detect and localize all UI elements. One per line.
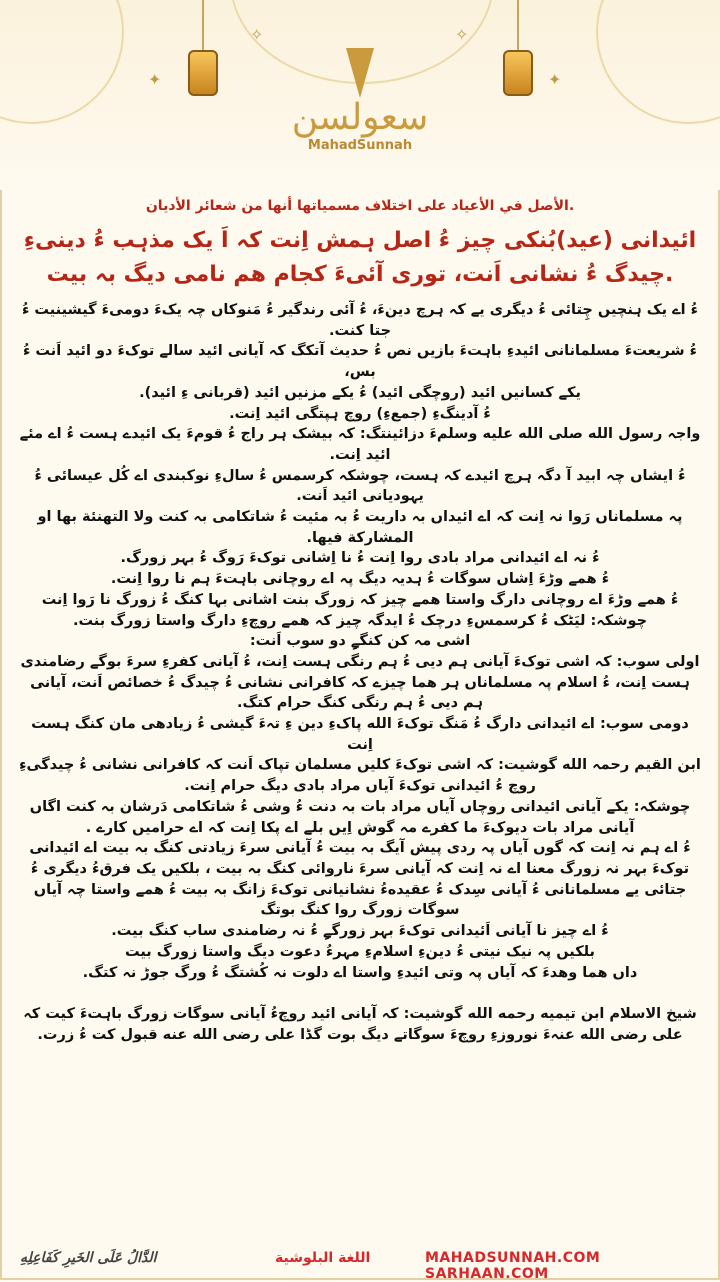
- footer-urls[interactable]: MAHADSUNNAH.COM SARHAAN.COM: [425, 1250, 601, 1282]
- article-body: [18, 300, 702, 1240]
- paragraph: واجہ رسول الله صلی الله علیه وسلمءَ دزائینتگ: کہ بیشک ہر راج ءُ قومءَ یک ائیدے ہست ءُ اے مئے ائید اِنت.: [19, 426, 701, 463]
- paragraph: شیخ الاسلام ابن تیمیه رحمه الله گوشیت: کہ آیانی ائید روچءُ آیانی سوگات زورگ باہتءَ کیت کہ علی رضی الله عنہءَ نوروزءِ روچءَ سوگاتے دیگ بوت گڈا علی رضی الله عنه قبول کت ءُ زرت.: [23, 1005, 697, 1043]
- page-title: [20, 224, 700, 292]
- paragraph: یکے کسانیں ائید (روچگی ائید) ءُ یکے مزنیں ائید (قربانی ءِ ائید).: [139, 384, 581, 401]
- title-line: ائیدانی (عید)بُنکی چیز ءُ اصل ہمش اِنت کہ اَ یک مذہب ءُ دینیءِ: [23, 228, 697, 253]
- star-icon: ✦: [548, 70, 562, 89]
- logo-text: MahadSunnah: [307, 138, 413, 153]
- paragraph: ءُ اے چیز نا آیانی اَئیدانی توکءَ بہر زورگےِ ءُ نہ رضامندی ساب کنگ بیت.: [111, 923, 609, 940]
- paragraph: چوشکہ: یکے آیانی ائیدانی روچاں آیاں مراد بات بہ دنت ءُ وشی ءُ شاتکامی دَرشان بہ کنت اگاں آیانی مراد بات دیوکءَ ما کفرے مہ گوش اِیں بلے اے پکا اِنت کہ اے حرامیں کارے .: [29, 798, 691, 836]
- paragraph: ءُ ھمے وڑءَ اے روچانی دارگ واستا ھمے چیز کہ زورگ بنت اشانی بہا کنگ ءُ زورگ نا رَوا اِنت چوشکہ: لیَٹک ءُ کرسمسءِ درچک ءُ ایدگہ چیز کہ ھمے روچءِ دارگ واستا زورگ بنت.: [41, 591, 679, 629]
- paragraph: ءُ نہ اے ائیدانی مراد بادی روا اِنت ءُ نا اِشانی توکءَ رَوگ ءُ بہر زورگ.: [120, 550, 600, 567]
- footer-signature: الدَّالُ عَلَى الخَيرِ كَفَاعِلِهِ: [20, 1250, 157, 1266]
- paragraph: دومی سوب: اے ائیدانی دارگ ءُ مَنگ توکءَ الله پاکءِ دین ءِ تہءَ گیشی ءُ زیادھی مان کنگ ہست اِنت: [31, 716, 689, 753]
- star-icon: ✦: [148, 70, 162, 89]
- paragraph: داں ھما وھدءَ کہ آیاں پہ وتی ائیدءِ واستا اے دلوت نہ کُشتگ ءُ ورگ جوڑ نہ کتگ.: [82, 964, 638, 981]
- ornamental-header: [0, 0, 720, 190]
- paragraph: بلکیں پہ نیک نیتی ءُ دینءِ اسلامءِ مہرءُ دعوت دیگ واستا زورگ بیت: [124, 943, 595, 960]
- pen-nib-icon: [346, 48, 374, 98]
- title-line: چیدگ ءُ نشانی اَنت، توری آئیءَ کجام هم نامی دیگ بہ بیت.: [46, 262, 674, 287]
- paragraph: پہ مسلماناں رَوا نہ اِنت کہ اے ائیداں بہ داریت ءُ بہ مئیت ءُ شاتکامی بہ کنت ولا التهنئة بها او المشاركة فيها.: [37, 509, 683, 546]
- corner-ornament-right: [596, 0, 720, 124]
- paragraph: ابن القیم رحمہ الله گوشیت: کہ اشی توکءَ کلیں مسلمان تپاک اَنت کہ کافرانی نشانی ءُ چیدگیءِ روچ ءُ ائیدانی توکءَ آیاں مراد بادی دیگ حرام اِنت.: [19, 757, 701, 795]
- logo: [290, 48, 430, 153]
- paragraph: ءُ اے ہم نہ اِنت کہ گوں آیاں پہ ردی پیش آیگ بہ بیت ءُ آیانی سرءَ زیادتی کنگ بہ بیت اے ائیدانی توکءَ بہر نہ زورگ معنا اے نہ اِنت کہ آیانی سرءَ ناروائی کنگ بہ بیت ، بلکیں یک فرقءُ دیگری ءُ جتائی یے مسلمانانی ءُ آیانی سِدک ءُ عقیدهءُ نشانیانی توکءَ زانگ بہ بیت ءُ ھمے واستا چہ آیاں سوگات زورگ روا کنگ بوتگ: [29, 840, 691, 919]
- footer: [0, 1240, 720, 1280]
- paragraph: ءُ شریعتءَ مسلمانانی ائیدءِ باہتءَ بازیں نص ءُ حدیث آتکگ کہ آیانی ائید سالے توکءَ دو ائید اَنت ءُ بس،: [22, 343, 698, 381]
- logo-mark: سعولسن: [291, 97, 429, 138]
- star-icon: ✧: [455, 25, 469, 44]
- paragraph: اشی مہ کن کنگےِ دو سوب اَنت:: [249, 633, 471, 650]
- paragraph: ءُ ایشاں چہ ابید آ دگہ ہرچ ائیدے کہ ہست، چوشکہ کرسمس ءُ سالءِ نوکبندی اے کُل عیسائی ءُ یہودیانی ائید اَنت.: [34, 467, 686, 505]
- paragraph: ءُ آدینگءِ (جمعءِ) روچ ہپتگی ائید اِنت.: [229, 405, 491, 422]
- corner-ornament-left: [0, 0, 124, 124]
- paragraph: اولی سوب: کہ اشی توکءَ آیانی ہم دیی ءُ ہم رنگی ہست اِنت، ءُ آیانی کفرءِ سرءَ بوگے رضامندی ہست اِنت، ءُ اسلام پہ مسلماناں ہر ھما چیزے کہ کافرانی نشانی ءُ چیدگ ءُ خصائص اَنت، آیانی ہم دیی ءُ ہم رنگی کنگ حرام کتگ.: [20, 653, 700, 712]
- footer-language: اللغة البلوشية: [275, 1250, 371, 1266]
- paragraph: ءُ اے یک ہنچیں چِتائی ءُ دیگری یے کہ ہرچ دینءَ، ءُ آئی رندگیر ءُ مَنوکاں چہ یکءَ دومیءَ گیشینیت ءُ جتا کنت.: [21, 302, 699, 339]
- lantern-icon: [183, 0, 223, 96]
- paragraph-spacer: [18, 983, 702, 1004]
- lantern-icon: [498, 0, 538, 96]
- intro-arabic: الأصل في الأعياد على اختلاف مسمياتها أنها من شعائر الأديان.: [145, 198, 575, 214]
- star-icon: ✧: [250, 25, 264, 44]
- paragraph: ءُ ھمے وڑءَ اِشاں سوگات ءُ ہدیہ دیگ پہ اے روچانی باہتءَ ہم نا روا اِنت.: [110, 571, 610, 588]
